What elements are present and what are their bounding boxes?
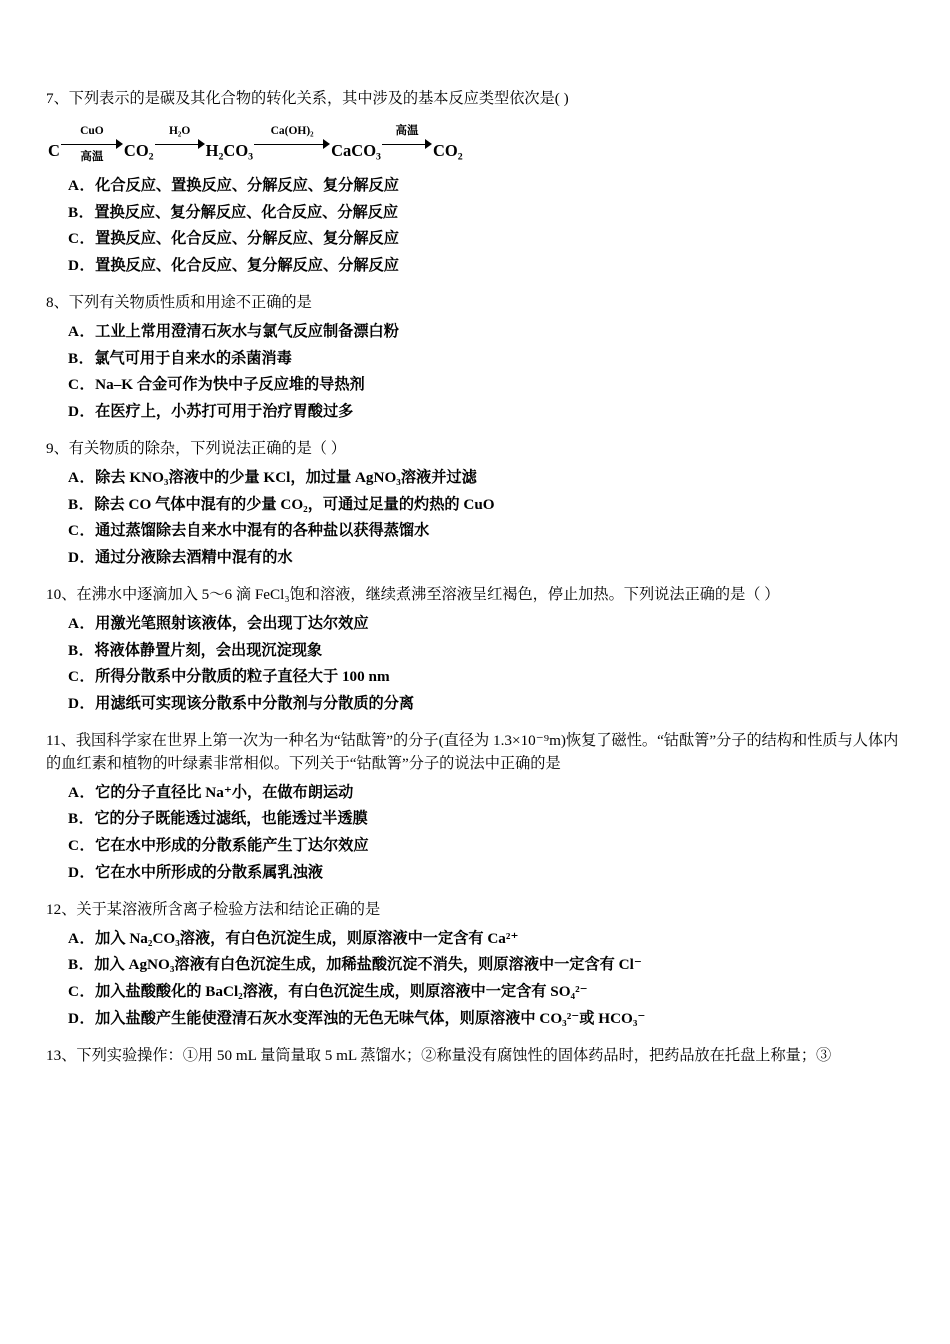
question-text: 下列实验操作：①用 50 mL 量筒量取 5 mL 蒸馏水；②称量没有腐蚀性的固体药品时，把药品放在托盘上称量；③	[76, 1046, 832, 1064]
option-text: 加入盐酸产生能使澄清石灰水变浑浊的无色无味气体，则原溶液中 CO₃²⁻或 HCO₃⁻	[95, 1009, 646, 1027]
option-label: A．	[68, 176, 96, 194]
reaction-arrow-1	[61, 124, 123, 164]
option-text: 它在水中所形成的分散系属乳浊液	[95, 863, 323, 881]
option-item[interactable]	[46, 228, 904, 251]
option-label: B．	[68, 349, 95, 367]
option-item[interactable]	[46, 862, 904, 885]
option-label: D．	[68, 403, 96, 421]
option-text: 化合反应、置换反应、分解反应、复分解反应	[95, 176, 399, 194]
question-text: 下列有关物质性质和用途不正确的是	[68, 293, 312, 311]
arrow-head	[198, 139, 205, 149]
option-label: C．	[68, 230, 96, 248]
option-label: A．	[68, 929, 96, 947]
arrow-above-3: Ca(OH)₂	[270, 124, 314, 137]
arrow-head	[116, 139, 123, 149]
question-stem	[46, 584, 904, 607]
equation-product-1: CO₂	[123, 140, 154, 160]
option-item[interactable]	[46, 693, 904, 716]
option-label: B．	[68, 956, 95, 974]
arrow-above-2: H₂O	[168, 124, 191, 137]
option-text: 它的分子既能透过滤纸，也能透过半透膜	[94, 810, 368, 828]
option-item[interactable]	[46, 547, 904, 570]
question-number: 13、	[46, 1046, 77, 1064]
option-item[interactable]	[46, 348, 904, 371]
option-text: 用滤纸可实现该分散系中分散剂与分散质的分离	[95, 695, 415, 713]
option-item[interactable]	[46, 808, 904, 831]
option-text: 用激光笔照射该液体，会出现丁达尔效应	[95, 614, 369, 632]
option-item[interactable]	[46, 1008, 904, 1031]
question-text: 关于某溶液所含离子检验方法和结论正确的是	[76, 900, 381, 918]
question-number: 7、	[46, 90, 69, 107]
option-item[interactable]	[46, 175, 904, 198]
option-item[interactable]	[46, 954, 904, 977]
option-item[interactable]	[46, 666, 904, 689]
option-label: C．	[68, 376, 96, 394]
reaction-arrow-2	[155, 124, 205, 161]
arrow-above-4: 高温	[395, 124, 419, 137]
option-item[interactable]	[46, 835, 904, 858]
option-label: C．	[68, 837, 96, 855]
option-text: 通过分液除去酒精中混有的水	[95, 549, 293, 567]
option-label: C．	[68, 983, 96, 1001]
equation-product-4: CO₂	[432, 140, 463, 160]
option-text: 置换反应、复分解反应、化合反应、分解反应	[94, 203, 399, 221]
question-number: 10、	[46, 585, 77, 603]
option-label: D．	[68, 549, 96, 567]
equation-start: C	[48, 140, 60, 160]
arrow-bar	[382, 144, 426, 145]
question-stem	[46, 438, 904, 461]
option-item[interactable]	[46, 640, 904, 663]
option-item[interactable]	[46, 255, 904, 278]
option-item[interactable]	[46, 613, 904, 636]
option-label: A．	[68, 783, 96, 801]
option-item[interactable]	[46, 928, 904, 951]
option-label: D．	[68, 1009, 96, 1027]
option-text: 加入盐酸酸化的 BaCl₂溶液，有白色沉淀生成，则原溶液中一定含有 SO₄²⁻	[95, 983, 588, 1001]
option-text: 通过蒸馏除去自来水中混有的各种盐以获得蒸馏水	[95, 522, 430, 540]
option-label: D．	[68, 863, 96, 881]
option-text: 加入 Na₂CO₃溶液，有白色沉淀生成，则原溶液中一定含有 Ca²⁺	[95, 929, 519, 947]
option-item[interactable]	[46, 494, 904, 517]
option-label: B．	[68, 641, 95, 659]
reaction-arrow-4	[382, 124, 432, 161]
option-text: 工业上常用澄清石灰水与氯气反应制备漂白粉	[95, 322, 399, 340]
option-item[interactable]	[46, 202, 904, 225]
option-label: B．	[68, 810, 95, 828]
option-label: D．	[68, 257, 96, 275]
option-text: 在医疗上，小苏打可用于治疗胃酸过多	[95, 403, 354, 421]
option-item[interactable]	[46, 467, 904, 490]
arrow-head	[323, 139, 330, 149]
option-label: A．	[68, 614, 96, 632]
question-number: 11、	[46, 731, 76, 749]
arrow-bar	[61, 144, 117, 145]
option-label: D．	[68, 695, 96, 713]
reaction-equation	[46, 117, 904, 164]
option-text: 除去 CO 气体中混有的少量 CO₂，可通过足量的灼热的 CuO	[94, 495, 495, 513]
option-label: C．	[68, 522, 96, 540]
arrow-bar	[155, 144, 199, 145]
option-text: 它的分子直径比 Na⁺小，在做布朗运动	[95, 783, 354, 801]
option-item[interactable]	[46, 782, 904, 805]
question-stem	[46, 1045, 904, 1068]
option-item[interactable]	[46, 981, 904, 1004]
question-stem	[46, 292, 904, 315]
question-number: 8、	[46, 293, 69, 311]
question-text: 我国科学家在世界上第一次为一种名为“钴酞箐”的分子(直径为 1.3×10⁻⁹m)恢复了磁性。“钴酞箐”分子的结构和性质与人体内的血红素和植物的叶绿素非常相似。下列关于“钴酞箐”分子的说法中正确的是	[46, 731, 899, 772]
option-text: 它在水中形成的分散系能产生丁达尔效应	[95, 837, 369, 855]
question-number: 9、	[46, 439, 69, 457]
option-label: B．	[68, 203, 95, 221]
option-text: 氯气可用于自来水的杀菌消毒	[94, 349, 292, 367]
option-text: 除去 KNO₃溶液中的少量 KCl，加过量 AgNO₃溶液并过滤	[95, 468, 477, 486]
question-text: 有关物质的除杂，下列说法正确的是（ ）	[68, 439, 346, 457]
option-label: B．	[68, 495, 95, 513]
option-item[interactable]	[46, 321, 904, 344]
option-item[interactable]	[46, 401, 904, 424]
option-text: Na–K 合金可作为快中子反应堆的导热剂	[95, 376, 365, 394]
equation-product-2: H₂CO₃	[205, 140, 254, 160]
option-label: A．	[68, 468, 96, 486]
question-stem	[46, 88, 904, 111]
option-text: 置换反应、化合反应、复分解反应、分解反应	[95, 257, 399, 275]
arrow-head	[425, 139, 432, 149]
option-label: C．	[68, 668, 96, 686]
question-text: 在沸水中逐滴加入 5～6 滴 FeCl₃饱和溶液，继续煮沸至溶液呈红褐色，停止加热。下列说法正确的是（ ）	[76, 585, 780, 603]
option-item[interactable]	[46, 374, 904, 397]
option-text: 将液体静置片刻，会出现沉淀现象	[94, 641, 323, 659]
option-text: 置换反应、化合反应、分解反应、复分解反应	[95, 230, 399, 248]
arrow-below-1: 高温	[80, 151, 104, 164]
option-text: 加入 AgNO₃溶液有白色沉淀生成，加稀盐酸沉淀不消失，则原溶液中一定含有 Cl⁻	[94, 956, 642, 974]
question-stem	[46, 730, 904, 776]
arrow-above-1: CuO	[80, 124, 104, 137]
reaction-arrow-3	[254, 124, 330, 161]
option-label: A．	[68, 322, 96, 340]
option-item[interactable]	[46, 520, 904, 543]
question-stem	[46, 899, 904, 922]
question-text: 下列表示的是碳及其化合物的转化关系，其中涉及的基本反应类型依次是( )	[68, 90, 569, 107]
equation-product-3: CaCO₃	[331, 140, 381, 160]
question-number: 12、	[46, 900, 77, 918]
arrow-bar	[254, 144, 324, 145]
option-text: 所得分散系中分散质的粒子直径大于 100 nm	[95, 668, 390, 686]
